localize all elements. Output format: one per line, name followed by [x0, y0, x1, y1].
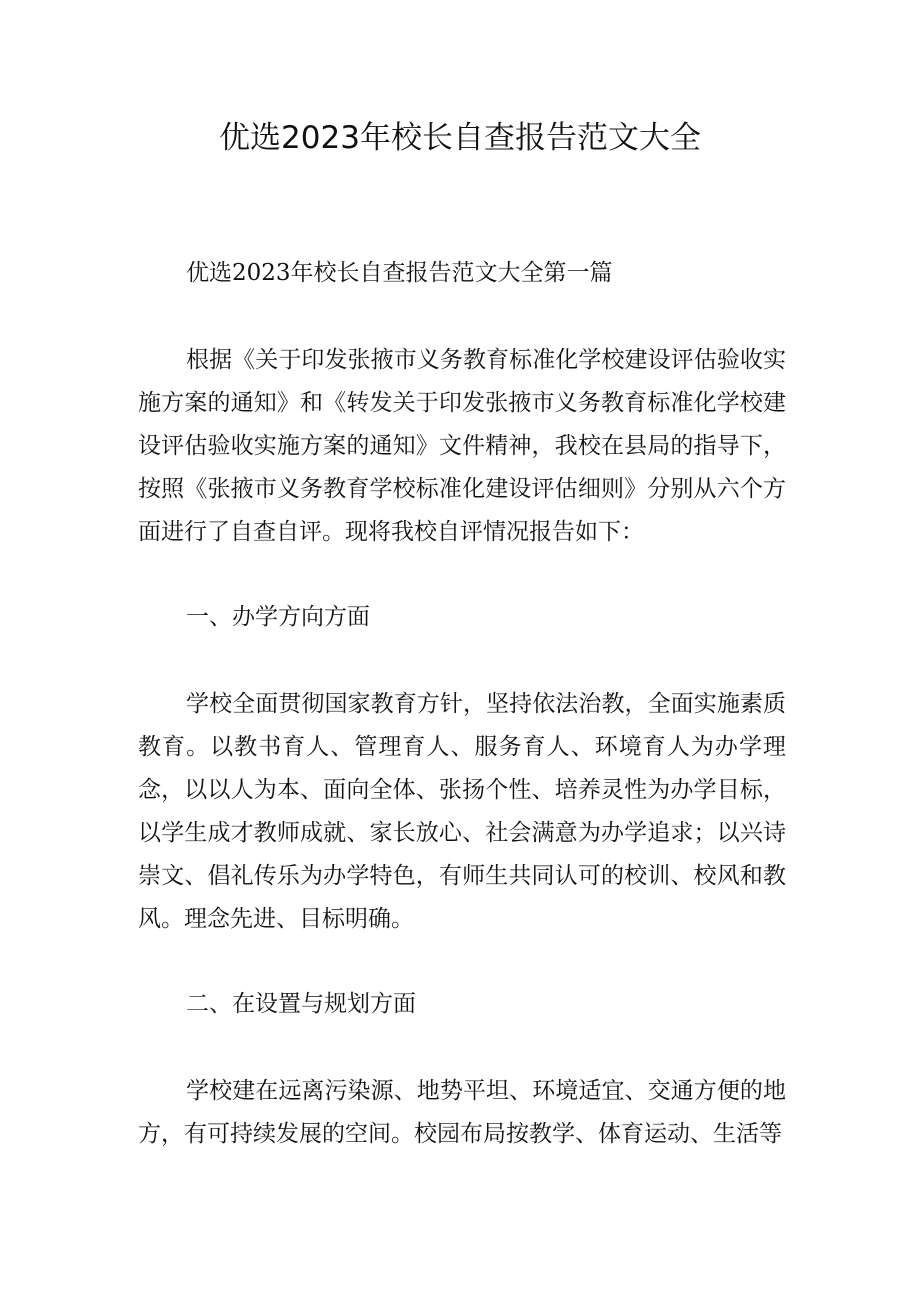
- document-title: 优选2023年校长自查报告范文大全: [219, 120, 701, 156]
- paragraph-direction: 学校全面贯彻国家教育方针，坚持依法治教，全面实施素质教育。以教书育人、管理育人、服务育人、环境育人为办学理念，以以人为本、面向全体、张扬个性、培养灵性为办学目标，以学生成才教师成就、家长放心、社会满意为办学追求；以兴诗崇文、倡礼传乐为办学特色，有师生共同认可的校训、校风和教风。理念先进、目标明确。: [138, 691, 786, 932]
- section-heading-1: 一、办学方向方面: [186, 604, 370, 630]
- section-subtitle: 优选2023年校长自查报告范文大全第一篇: [186, 260, 613, 286]
- section-heading-2: 二、在设置与规划方面: [186, 991, 416, 1017]
- intro-paragraph: 根据《关于印发张掖市义务教育标准化学校建设评估验收实施方案的通知》和《转发关于印发张掖市义务教育标准化学校建设评估验收实施方案的通知》文件精神，我校在县局的指导下，按照《张掖市义务教育学校标准化建设评估细则》分别从六个方面进行了自查自评。现将我校自评情况报告如下：: [138, 347, 786, 545]
- paragraph-planning: 学校建在远离污染源、地势平坦、环境适宜、交通方便的地方，有可持续发展的空间。校园布局按教学、体育运动、生活等: [138, 1078, 786, 1147]
